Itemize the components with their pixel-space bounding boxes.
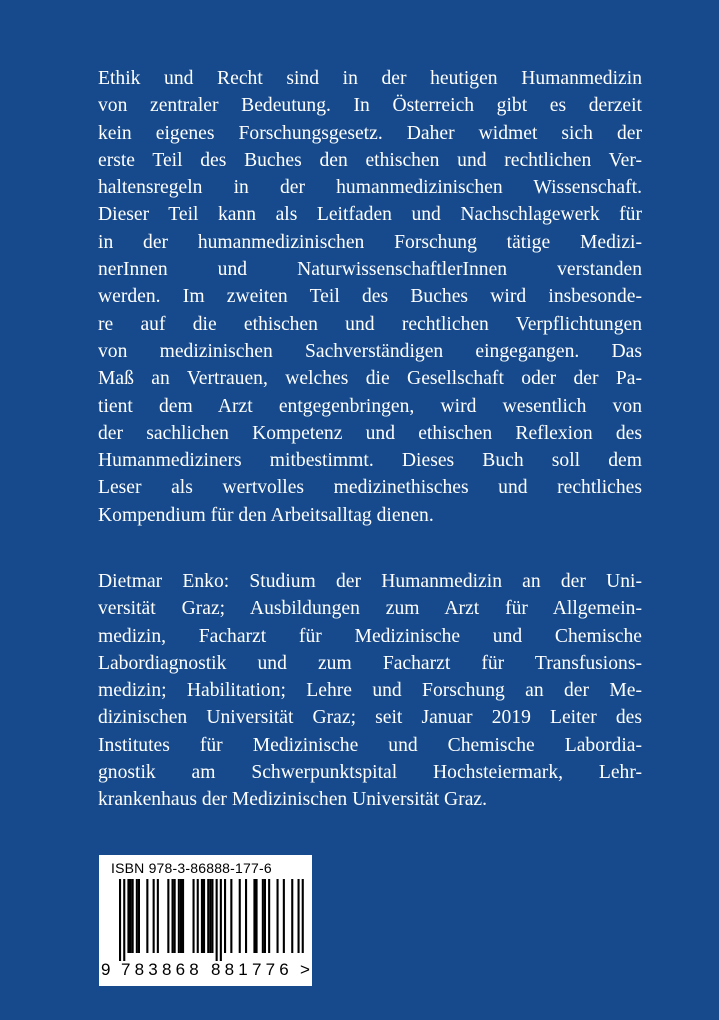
barcode-bar [130, 879, 132, 953]
blurb-line: kein eigenes Forschungsgesetz. Daher widmet sich der [98, 122, 642, 144]
barcode-bar [127, 879, 129, 953]
bio-line: gnostik am Schwerpunktspital Hochsteiermark, Lehr- [98, 762, 642, 784]
barcode-bar [211, 879, 213, 953]
barcode-bar [201, 879, 203, 953]
bio-line: krankenhaus der Medizinischen Universität Graz. [98, 789, 488, 811]
blurb-paragraph [98, 65, 642, 529]
bio-line: Dietmar Enko: Studium der Humanmedizin an der Uni- [98, 571, 642, 592]
barcode-bar [230, 879, 232, 953]
barcode-bar [203, 879, 205, 953]
isbn-barcode [99, 855, 312, 986]
blurb-line: Ethik und Recht sind in der heutigen Humanmedizin [98, 68, 642, 89]
blurb-line: Kompendium für den Arbeitsalltag dienen. [98, 504, 434, 526]
barcode-bar [123, 879, 125, 961]
barcode-bar [291, 879, 293, 953]
barcode-bar [132, 879, 134, 953]
barcode-bar [172, 879, 174, 953]
blurb-line: nerInnen und NaturwissenschaftlerInnen verstanden [98, 259, 642, 281]
barcode-bar [182, 879, 184, 953]
barcode-quiet-zone-marker: > [300, 960, 310, 979]
blurb-line: erste Teil des Buches den ethischen und rechtlichen Ver- [98, 149, 642, 171]
blurb-line: Maß an Vertrauen, welches die Gesellschaft oder der Pa- [98, 368, 642, 390]
barcode-digits [99, 960, 312, 982]
barcode-bar [197, 879, 199, 953]
barcode-bar [167, 879, 169, 953]
barcode-bar [136, 879, 138, 953]
barcode-bar [239, 879, 241, 953]
blurb-line: Humanmediziners mitbestimmt. Dieses Buch soll dem [98, 450, 642, 472]
barcode-bar [302, 879, 304, 953]
barcode-bar [256, 879, 258, 953]
author-bio-paragraph [98, 568, 642, 814]
blurb-line: Leser als wertvolles medizinethisches und rechtliches [98, 477, 642, 499]
blurb-line: tient dem Arzt entgegenbringen, wird wesentlich von [98, 395, 642, 417]
barcode-bar [253, 879, 255, 953]
blurb-line: re auf die ethischen und rechtlichen Verpflichtungen [98, 313, 642, 335]
barcode-bar [180, 879, 182, 953]
barcode-bar [153, 879, 155, 953]
bio-line: Labordiagnostik und zum Facharzt für Transfusions- [98, 652, 642, 674]
blurb-line: der sachlichen Kompetenz und ethischen Reflexion des [98, 422, 642, 444]
blurb-line: Dieser Teil kann als Leitfaden und Nachschlagewerk für [98, 204, 642, 226]
blurb-line: von zentraler Bedeutung. In Österreich gibt es derzeit [98, 95, 642, 117]
barcode-bar [174, 879, 176, 953]
barcode-bar [283, 879, 285, 953]
blurb-line: von medizinischen Sachverständigen eingegangen. Das [98, 340, 642, 362]
bio-line: Institutes für Medizinische und Chemische Labordia- [98, 734, 642, 756]
barcode-bar [277, 879, 279, 953]
bio-line: dizinischen Universität Graz; seit Januar 2019 Leiter des [98, 707, 642, 729]
barcode-digit-lead: 9 [101, 960, 111, 979]
barcode-bar [178, 879, 180, 953]
barcode-bar [209, 879, 211, 953]
isbn-label: ISBN 978-3-86888-177-6 [111, 860, 272, 876]
bio-line: medizin; Habilitation; Lehre und Forschung an der Me- [98, 680, 642, 702]
barcode-bar [220, 879, 222, 961]
barcode-bar [119, 879, 121, 961]
barcode-digits-left: 783868 [121, 960, 203, 979]
blurb-line: haltensregeln in der humanmedizinischen Wissenschaft. [98, 177, 642, 199]
blurb-line: werden. Im zweiten Teil des Buches wird insbesonde- [98, 286, 642, 308]
barcode-bar [298, 879, 300, 953]
blurb-line: in der humanmedizinischen Forschung tätige Medizi- [98, 231, 642, 253]
barcode-bar [157, 879, 159, 953]
barcode-bar [216, 879, 218, 961]
barcode-bar [224, 879, 226, 953]
barcode-bar [193, 879, 195, 953]
barcode-bar [207, 879, 209, 953]
barcode-bar [264, 879, 266, 953]
barcode-bar [245, 879, 247, 953]
barcode-bar [146, 879, 148, 953]
barcode-bar [262, 879, 264, 953]
barcode-bar [138, 879, 140, 953]
barcode-bars [107, 879, 305, 961]
bio-line: versität Graz; Ausbildungen zum Arzt für Allgemein- [98, 598, 642, 620]
barcode-bar [268, 879, 270, 953]
bio-line: medizin, Facharzt für Medizinische und Chemische [98, 625, 642, 647]
barcode-digits-right: 881776 [211, 960, 293, 979]
